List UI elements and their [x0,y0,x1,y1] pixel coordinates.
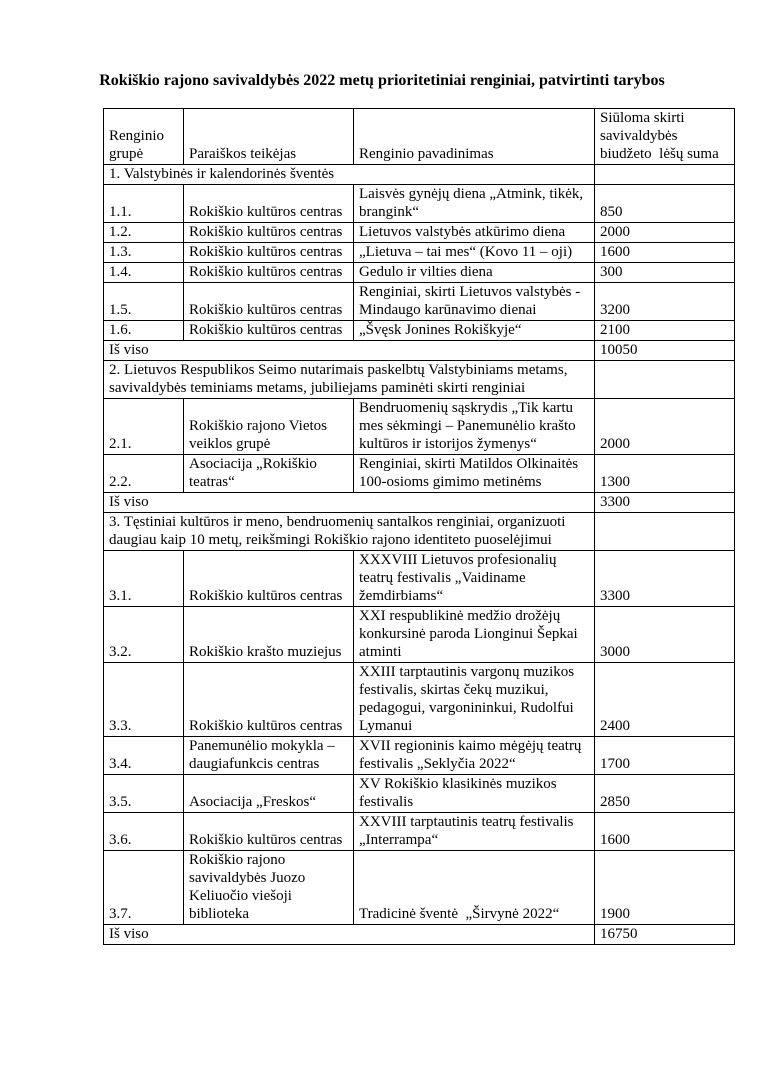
amount-cell: 3200 [595,283,735,321]
table-row [104,223,735,243]
group-cell: 3.7. [104,851,184,925]
event-cell: Laisvės gynėjų diena „Atmink, tikėk, brangink“ [354,185,595,223]
empty-amount-cell [595,165,735,185]
section-1-heading: 1. Valstybinės ir kalendorinės šventės [104,165,595,185]
empty-amount-cell [595,361,735,399]
applicant-cell: Rokiškio kultūros centras [184,321,354,341]
col-header-event: Renginio pavadinimas [354,109,595,165]
table-row [104,321,735,341]
applicant-cell: Rokiškio kultūros centras [184,283,354,321]
col-header-group: Renginio grupė [104,109,184,165]
amount-cell: 3000 [595,607,735,663]
group-cell: 3.2. [104,607,184,663]
table-row [104,185,735,223]
group-cell: 3.5. [104,775,184,813]
table-row [104,813,735,851]
table-row [104,663,735,737]
total-row [104,925,735,945]
group-cell: 1.4. [104,263,184,283]
group-cell: 3.3. [104,663,184,737]
event-cell: XV Rokiškio klasikinės muzikos festivalis [354,775,595,813]
table-row [104,399,735,455]
event-cell: Tradicinė šventė „Širvynė 2022“ [354,851,595,925]
applicant-cell: Asociacija „Rokiškio teatras“ [184,455,354,493]
event-cell: XXIII tarptautinis vargonų muzikos festivalis, skirtas čekų muzikui, pedagogui, vargonininkui, Rudolfui Lymanui [354,663,595,737]
section-heading-row [104,361,735,399]
table-row [104,243,735,263]
group-cell: 1.2. [104,223,184,243]
table-row [104,283,735,321]
amount-cell: 300 [595,263,735,283]
event-cell: „Švęsk Jonines Rokiškyje“ [354,321,595,341]
group-cell: 3.1. [104,551,184,607]
table-row [104,737,735,775]
section-heading-row [104,165,735,185]
event-cell: Gedulo ir vilties diena [354,263,595,283]
total-label: Iš viso [104,341,595,361]
event-cell: XXVIII tarptautinis teatrų festivalis „Interrampa“ [354,813,595,851]
table-row [104,455,735,493]
applicant-cell: Rokiškio kultūros centras [184,813,354,851]
section-heading-row [104,513,735,551]
amount-cell: 1700 [595,737,735,775]
col-header-amount: Siūloma skirti savivaldybės biudžeto lėšų suma [595,109,735,165]
event-cell: Lietuvos valstybės atkūrimo diena [354,223,595,243]
table-row [104,851,735,925]
applicant-cell: Rokiškio krašto muziejus [184,607,354,663]
amount-cell: 850 [595,185,735,223]
events-table [103,108,735,945]
table-row [104,263,735,283]
group-cell: 3.6. [104,813,184,851]
event-cell: Bendruomenių sąskrydis „Tik kartu mes sėkmingi – Panemunėlio krašto kultūros ir istorijos žymenys“ [354,399,595,455]
event-cell: „Lietuva – tai mes“ (Kovo 11 – oji) [354,243,595,263]
total-amount: 3300 [595,493,735,513]
applicant-cell: Rokiškio kultūros centras [184,551,354,607]
amount-cell: 2000 [595,399,735,455]
group-cell: 2.2. [104,455,184,493]
event-cell: Renginiai, skirti Matildos Olkinaitės 100-osioms gimimo metinėms [354,455,595,493]
col-header-applicant: Paraiškos teikėjas [184,109,354,165]
empty-amount-cell [595,513,735,551]
table-row [104,551,735,607]
total-row [104,493,735,513]
amount-cell: 2400 [595,663,735,737]
total-row [104,341,735,361]
applicant-cell: Asociacija „Freskos“ [184,775,354,813]
amount-cell: 3300 [595,551,735,607]
amount-cell: 2000 [595,223,735,243]
total-amount: 16750 [595,925,735,945]
group-cell: 2.1. [104,399,184,455]
amount-cell: 1900 [595,851,735,925]
applicant-cell: Rokiškio kultūros centras [184,243,354,263]
group-cell: 1.5. [104,283,184,321]
event-cell: XVII regioninis kaimo mėgėjų teatrų festivalis „Seklyčia 2022“ [354,737,595,775]
applicant-cell: Rokiškio kultūros centras [184,185,354,223]
amount-cell: 1600 [595,243,735,263]
amount-cell: 2850 [595,775,735,813]
group-cell: 1.6. [104,321,184,341]
event-cell: Renginiai, skirti Lietuvos valstybės - Mindaugo karūnavimo dienai [354,283,595,321]
applicant-cell: Rokiškio kultūros centras [184,663,354,737]
total-amount: 10050 [595,341,735,361]
applicant-cell: Rokiškio rajono Vietos veiklos grupė [184,399,354,455]
document-title: Rokiškio rajono savivaldybės 2022 metų prioritetiniai renginiai, patvirtinti tarybos [99,72,665,89]
section-3-heading: 3. Tęstiniai kultūros ir meno, bendruomenių santalkos renginiai, organizuoti daugiau kaip 10 metų, reikšmingi Rokiškio rajono identiteto puoselėjimui [104,513,595,551]
group-cell: 1.1. [104,185,184,223]
amount-cell: 1600 [595,813,735,851]
applicant-cell: Panemunėlio mokykla – daugiafunkcis centras [184,737,354,775]
group-cell: 3.4. [104,737,184,775]
total-label: Iš viso [104,493,595,513]
header-row [104,109,735,165]
applicant-cell: Rokiškio kultūros centras [184,223,354,243]
table-row [104,607,735,663]
amount-cell: 2100 [595,321,735,341]
total-label: Iš viso [104,925,595,945]
event-cell: XXI respublikinė medžio drožėjų konkursinė paroda Lionginui Šepkai atminti [354,607,595,663]
table-row [104,775,735,813]
section-2-heading: 2. Lietuvos Respublikos Seimo nutarimais paskelbtų Valstybiniams metams, savivaldybės teminiams metams, jubiliejams paminėti skirti renginiai [104,361,595,399]
amount-cell: 1300 [595,455,735,493]
event-cell: XXXVIII Lietuvos profesionalių teatrų festivalis „Vaidiname žemdirbiams“ [354,551,595,607]
group-cell: 1.3. [104,243,184,263]
applicant-cell: Rokiškio kultūros centras [184,263,354,283]
applicant-cell: Rokiškio rajono savivaldybės Juozo Keliuočio viešoji biblioteka [184,851,354,925]
